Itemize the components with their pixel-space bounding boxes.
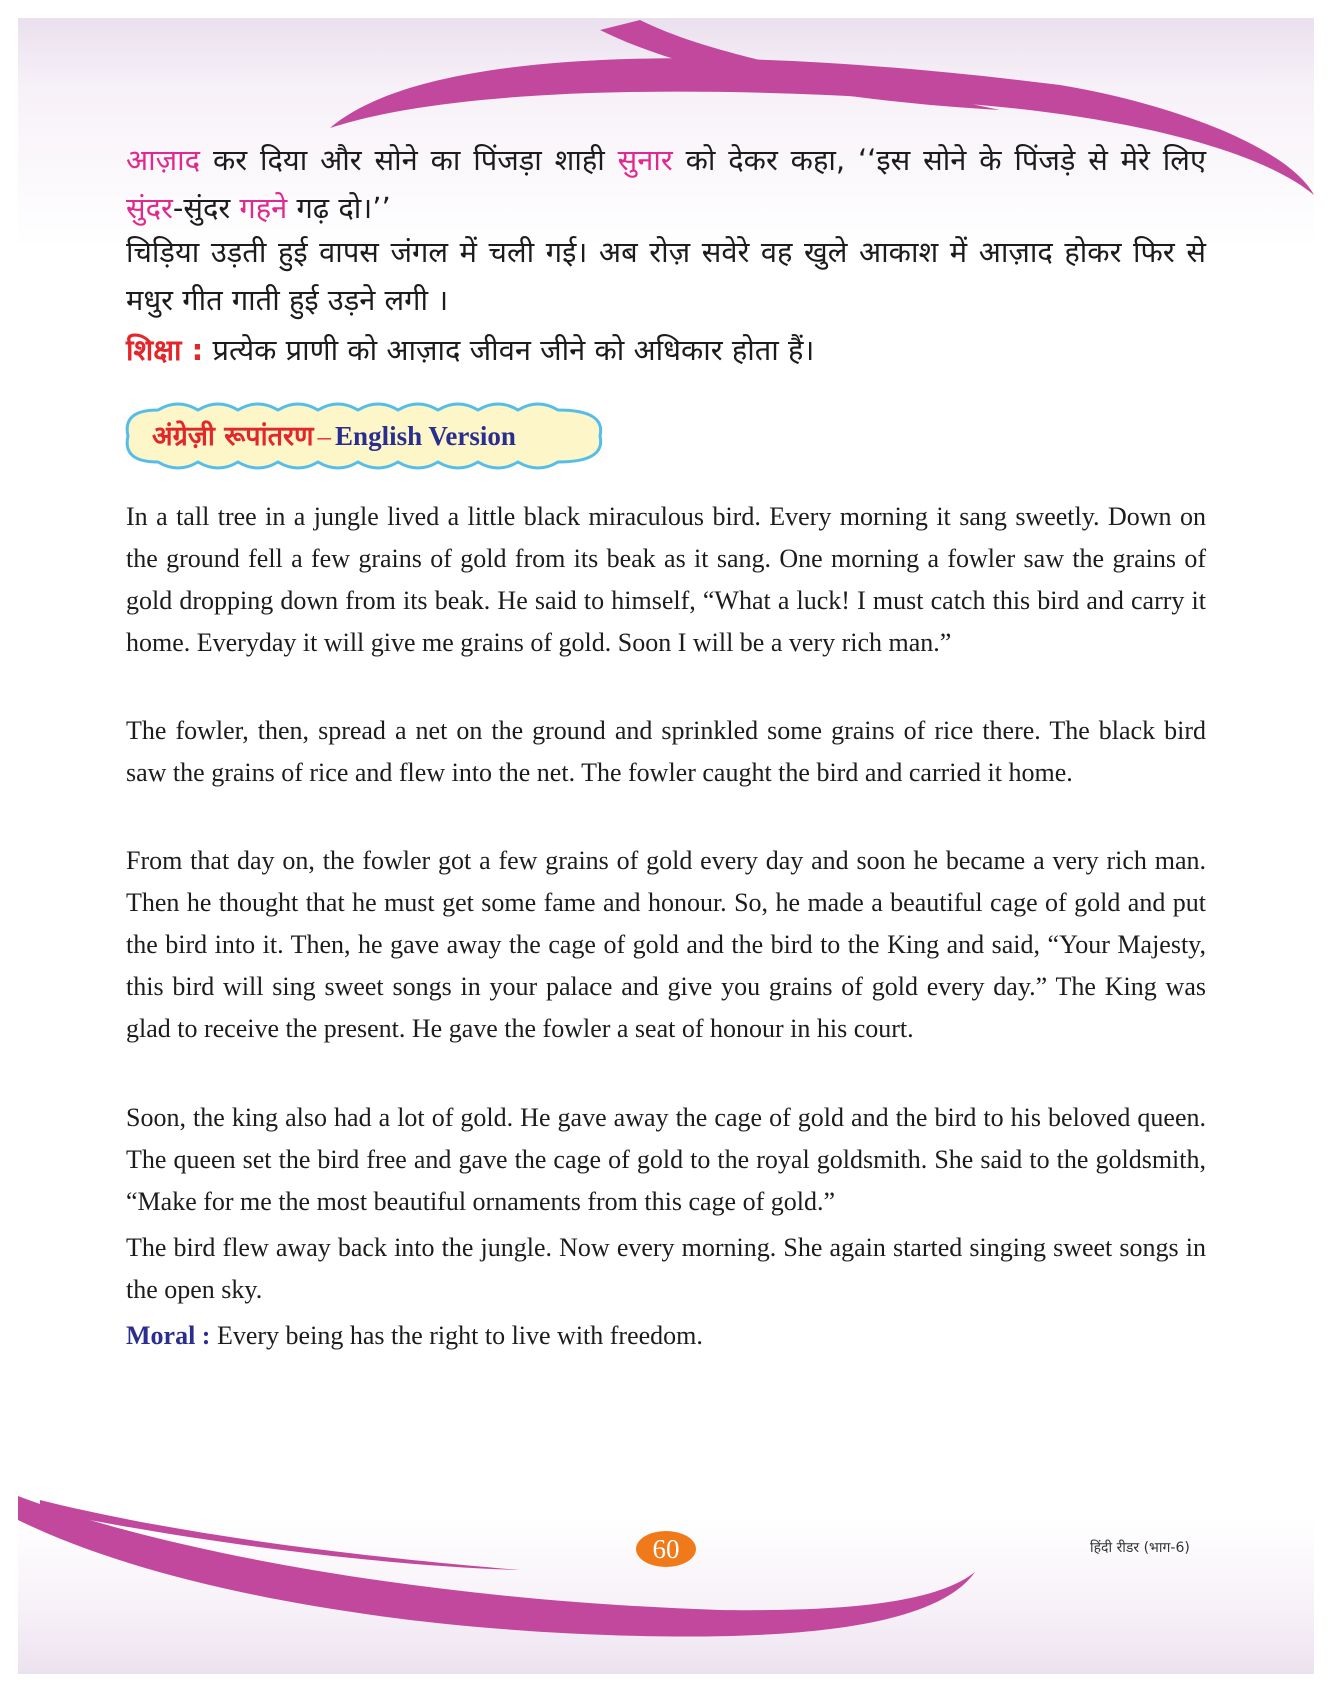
section-heading-badge bbox=[122, 400, 606, 472]
highlighted-word: गहने bbox=[239, 191, 288, 225]
highlighted-word: सुंदर bbox=[126, 191, 173, 225]
hindi-moral bbox=[126, 326, 1206, 374]
book-title: हिंदी रीडर (भाग-6) bbox=[1090, 1540, 1190, 1556]
english-paragraph-4: Soon, the king also had a lot of gold. He gave away the cage of gold and the bird to his beloved queen. The queen set the bird free and gave the cage of gold to the royal goldsmith. She said to the goldsmith, “Make for me the most beautiful ornaments from this cage of gold.” bbox=[126, 1103, 1206, 1216]
bottom-swoosh bbox=[18, 1496, 975, 1637]
english-paragraph-1: In a tall tree in a jungle lived a little black miraculous bird. Every morning it sang sweetly. Down on the ground fell a few grains of gold from its beak as it sang. One morning a fowler saw the grains of gold dropping down from its beak. He said to himself, “What a luck! I must catch this bird and carry it home. Everyday it will give me grains of gold. Soon I will be a very rich man.” bbox=[126, 502, 1206, 657]
hindi-moral-text: प्रत्येक प्राणी को आज़ाद जीवन जीने को अधिकार होता हैं। bbox=[203, 333, 815, 367]
hindi-paragraph-2: चिड़िया उड़ती हुई वापस जंगल में चली गई। अब रोज़ सवेरे वह खुले आकाश में आज़ाद होकर फिर से मधुर गीत गाती हुई उड़ने लगी । bbox=[126, 235, 1206, 317]
english-paragraph-3: From that day on, the fowler got a few grains of gold every day and soon he became a very rich man. Then he thought that he must get some fame and honour. So, he made a beautiful cage of gold and put the bird into it. Then, he gave away the cage of gold and the bird to the King and said, “Your Majesty, this bird will sing sweet songs in your palace and give you grains of gold every day.” The King was glad to receive the present. He gave the fowler a seat of honour in his court. bbox=[126, 846, 1206, 1043]
hindi-text-segment: गढ़ दो।’’ bbox=[287, 191, 391, 225]
english-moral-text: Every being has the right to live with freedom. bbox=[210, 1321, 703, 1350]
page-number: 60 bbox=[636, 1531, 696, 1567]
english-moral bbox=[126, 1315, 1206, 1357]
hindi-moral-label: शिक्षा : bbox=[126, 333, 204, 367]
hindi-text-segment: -सुंदर bbox=[172, 191, 240, 225]
hindi-text-segment: कर दिया और सोने का पिंजड़ा शाही bbox=[200, 143, 618, 177]
hindi-text-segment: को देकर कहा, ‘‘इस सोने के पिंजड़े से मेरे लिए bbox=[672, 143, 1206, 177]
heading-hindi: अंग्रेज़ी रूपांतरण bbox=[152, 421, 314, 452]
highlighted-word: सुनार bbox=[617, 143, 673, 177]
english-paragraph-5: The bird flew away back into the jungle. Now every morning. She again started singing sweet songs in the open sky. bbox=[126, 1233, 1206, 1304]
english-paragraph-2: The fowler, then, spread a net on the ground and sprinkled some grains of rice there. The black bird saw the grains of rice and flew into the net. The fowler caught the bird and carried it home. bbox=[126, 716, 1206, 787]
heading-dash: – bbox=[317, 421, 332, 451]
highlighted-word: आज़ाद bbox=[126, 143, 201, 177]
hindi-paragraph-1 bbox=[126, 136, 1206, 232]
heading-english: English Version bbox=[335, 421, 516, 451]
english-moral-label: Moral : bbox=[126, 1321, 211, 1350]
